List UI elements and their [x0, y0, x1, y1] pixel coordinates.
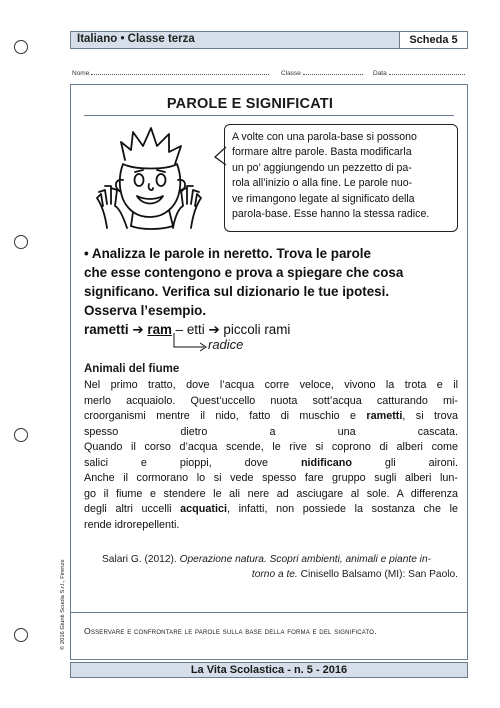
bubble-line: A volte con una parola-base si possono — [232, 131, 417, 143]
story-text-segment: , si trova — [402, 410, 458, 422]
copyright-notice: © 2016 Giunti Scuola S.r.l., Firenze — [60, 559, 66, 650]
instruction-line: significano. Verifica sul dizionario le tue ipotesi. — [84, 284, 390, 299]
citation — [102, 552, 458, 567]
instruction-line: Osserva l’esempio. — [84, 303, 207, 318]
binder-hole — [14, 628, 28, 642]
story-line — [84, 518, 458, 534]
root-pointer-icon — [160, 333, 210, 353]
story-text-segment: spesso dietro a una cascata. — [84, 425, 458, 438]
story-line — [84, 425, 458, 441]
binder-hole — [14, 235, 28, 249]
story-text — [84, 378, 458, 533]
example-suffix: – etti — [175, 322, 205, 337]
story-text-segment: , infatti, non possiede la sostanza che le — [226, 503, 458, 515]
instruction-line: che esse contengono e prova a spiegare che cosa — [84, 265, 404, 280]
citation-author: Salari G. (2012). — [102, 554, 180, 565]
binder-hole — [14, 40, 28, 54]
story-text-segment: Nel primo tratto, dove l’acqua corre veloce, vivono la trota e il — [84, 379, 458, 391]
speech-bubble — [224, 124, 458, 232]
bubble-line: rola all’inizio o alla fine. Le parole nuo- — [232, 177, 413, 190]
footer-bar: La Vita Scolastica - n. 5 - 2016 — [70, 662, 468, 678]
story-text-segment: gli aironi. — [351, 456, 458, 469]
story-text-segment: Anche il cormorano lo si vede spesso fare gruppo sugli alberi lun- — [84, 472, 458, 484]
header-bar — [70, 31, 468, 49]
story-text-segment: rende idrorepellenti. — [84, 518, 180, 531]
subject-label: Italiano • Classe terza — [77, 33, 195, 45]
story-keyword: rametti — [366, 410, 403, 422]
objective-divider — [70, 612, 468, 613]
right-arrow-icon: ➔ — [208, 322, 220, 337]
sheet-label: Scheda 5 — [399, 31, 468, 49]
story-text-segment: salici e pioppi, dove — [84, 456, 301, 469]
binder-hole — [14, 428, 28, 442]
bubble-line: parola-base. Esse hanno la stessa radice. — [232, 208, 430, 221]
story-heading: Animali del fiume — [84, 363, 180, 375]
bubble-line: formare altre parole. Basta modificarla — [232, 146, 412, 159]
instruction-line: • Analizza le parole in neretto. Trova le parole — [84, 246, 371, 261]
example-word: rametti — [84, 322, 129, 337]
class-field[interactable] — [281, 68, 363, 77]
story-line — [84, 394, 458, 410]
story-line — [84, 471, 458, 487]
story-text-segment: croorganismi mentre il nido, fatto di muschio e — [84, 410, 367, 422]
story-line — [84, 378, 458, 394]
name-field[interactable] — [72, 68, 269, 77]
story-line — [84, 502, 458, 518]
example-meaning: piccoli rami — [223, 322, 291, 337]
story-text-segment: go il fiume e stendere le ali nere ad asciugare al sole. A differenza — [84, 487, 458, 500]
bubble-line: un po’ aggiungendo un pezzetto di pa- — [232, 161, 412, 174]
story-line — [84, 456, 458, 472]
citation-title: Operazione natura. Scopri ambienti, animali e piante in- — [179, 554, 432, 565]
class-label: Classe — [281, 70, 301, 77]
date-field[interactable] — [373, 68, 465, 77]
story-line — [84, 440, 458, 456]
story-text-segment: degli altri uccelli — [84, 503, 181, 515]
example-root: ram — [147, 322, 172, 337]
citation-continued — [252, 567, 458, 582]
story-line — [84, 409, 458, 425]
page-title: PAROLE E SIGNIFICATI — [166, 96, 334, 112]
citation-title-end: torno a te. — [251, 569, 298, 580]
title-divider — [84, 115, 454, 116]
story-line — [84, 487, 458, 503]
right-arrow-icon: ➔ — [132, 322, 144, 337]
story-text-segment: Quando il corso d’acqua scende, le rive si coprono di alberi come — [84, 441, 458, 453]
root-label: radice — [208, 337, 244, 352]
name-label: Nome — [72, 70, 90, 77]
story-text-segment: merlo acquaiolo. Quest’uccello nuota sott’acqua catturando mi- — [84, 394, 458, 407]
bubble-line: ve rimangono legate al significato della — [232, 192, 415, 205]
story-keyword: acquatici — [180, 503, 227, 515]
learning-objective: Osservare e confrontare le parole sulla base della forma e del significato. — [84, 626, 377, 636]
instruction-text — [84, 244, 464, 320]
child-illustration-icon — [87, 120, 207, 235]
date-label: Data — [373, 70, 387, 77]
citation-publisher: Cinisello Balsamo (MI): San Paolo. — [297, 569, 458, 580]
story-keyword: nidificano — [300, 456, 352, 469]
